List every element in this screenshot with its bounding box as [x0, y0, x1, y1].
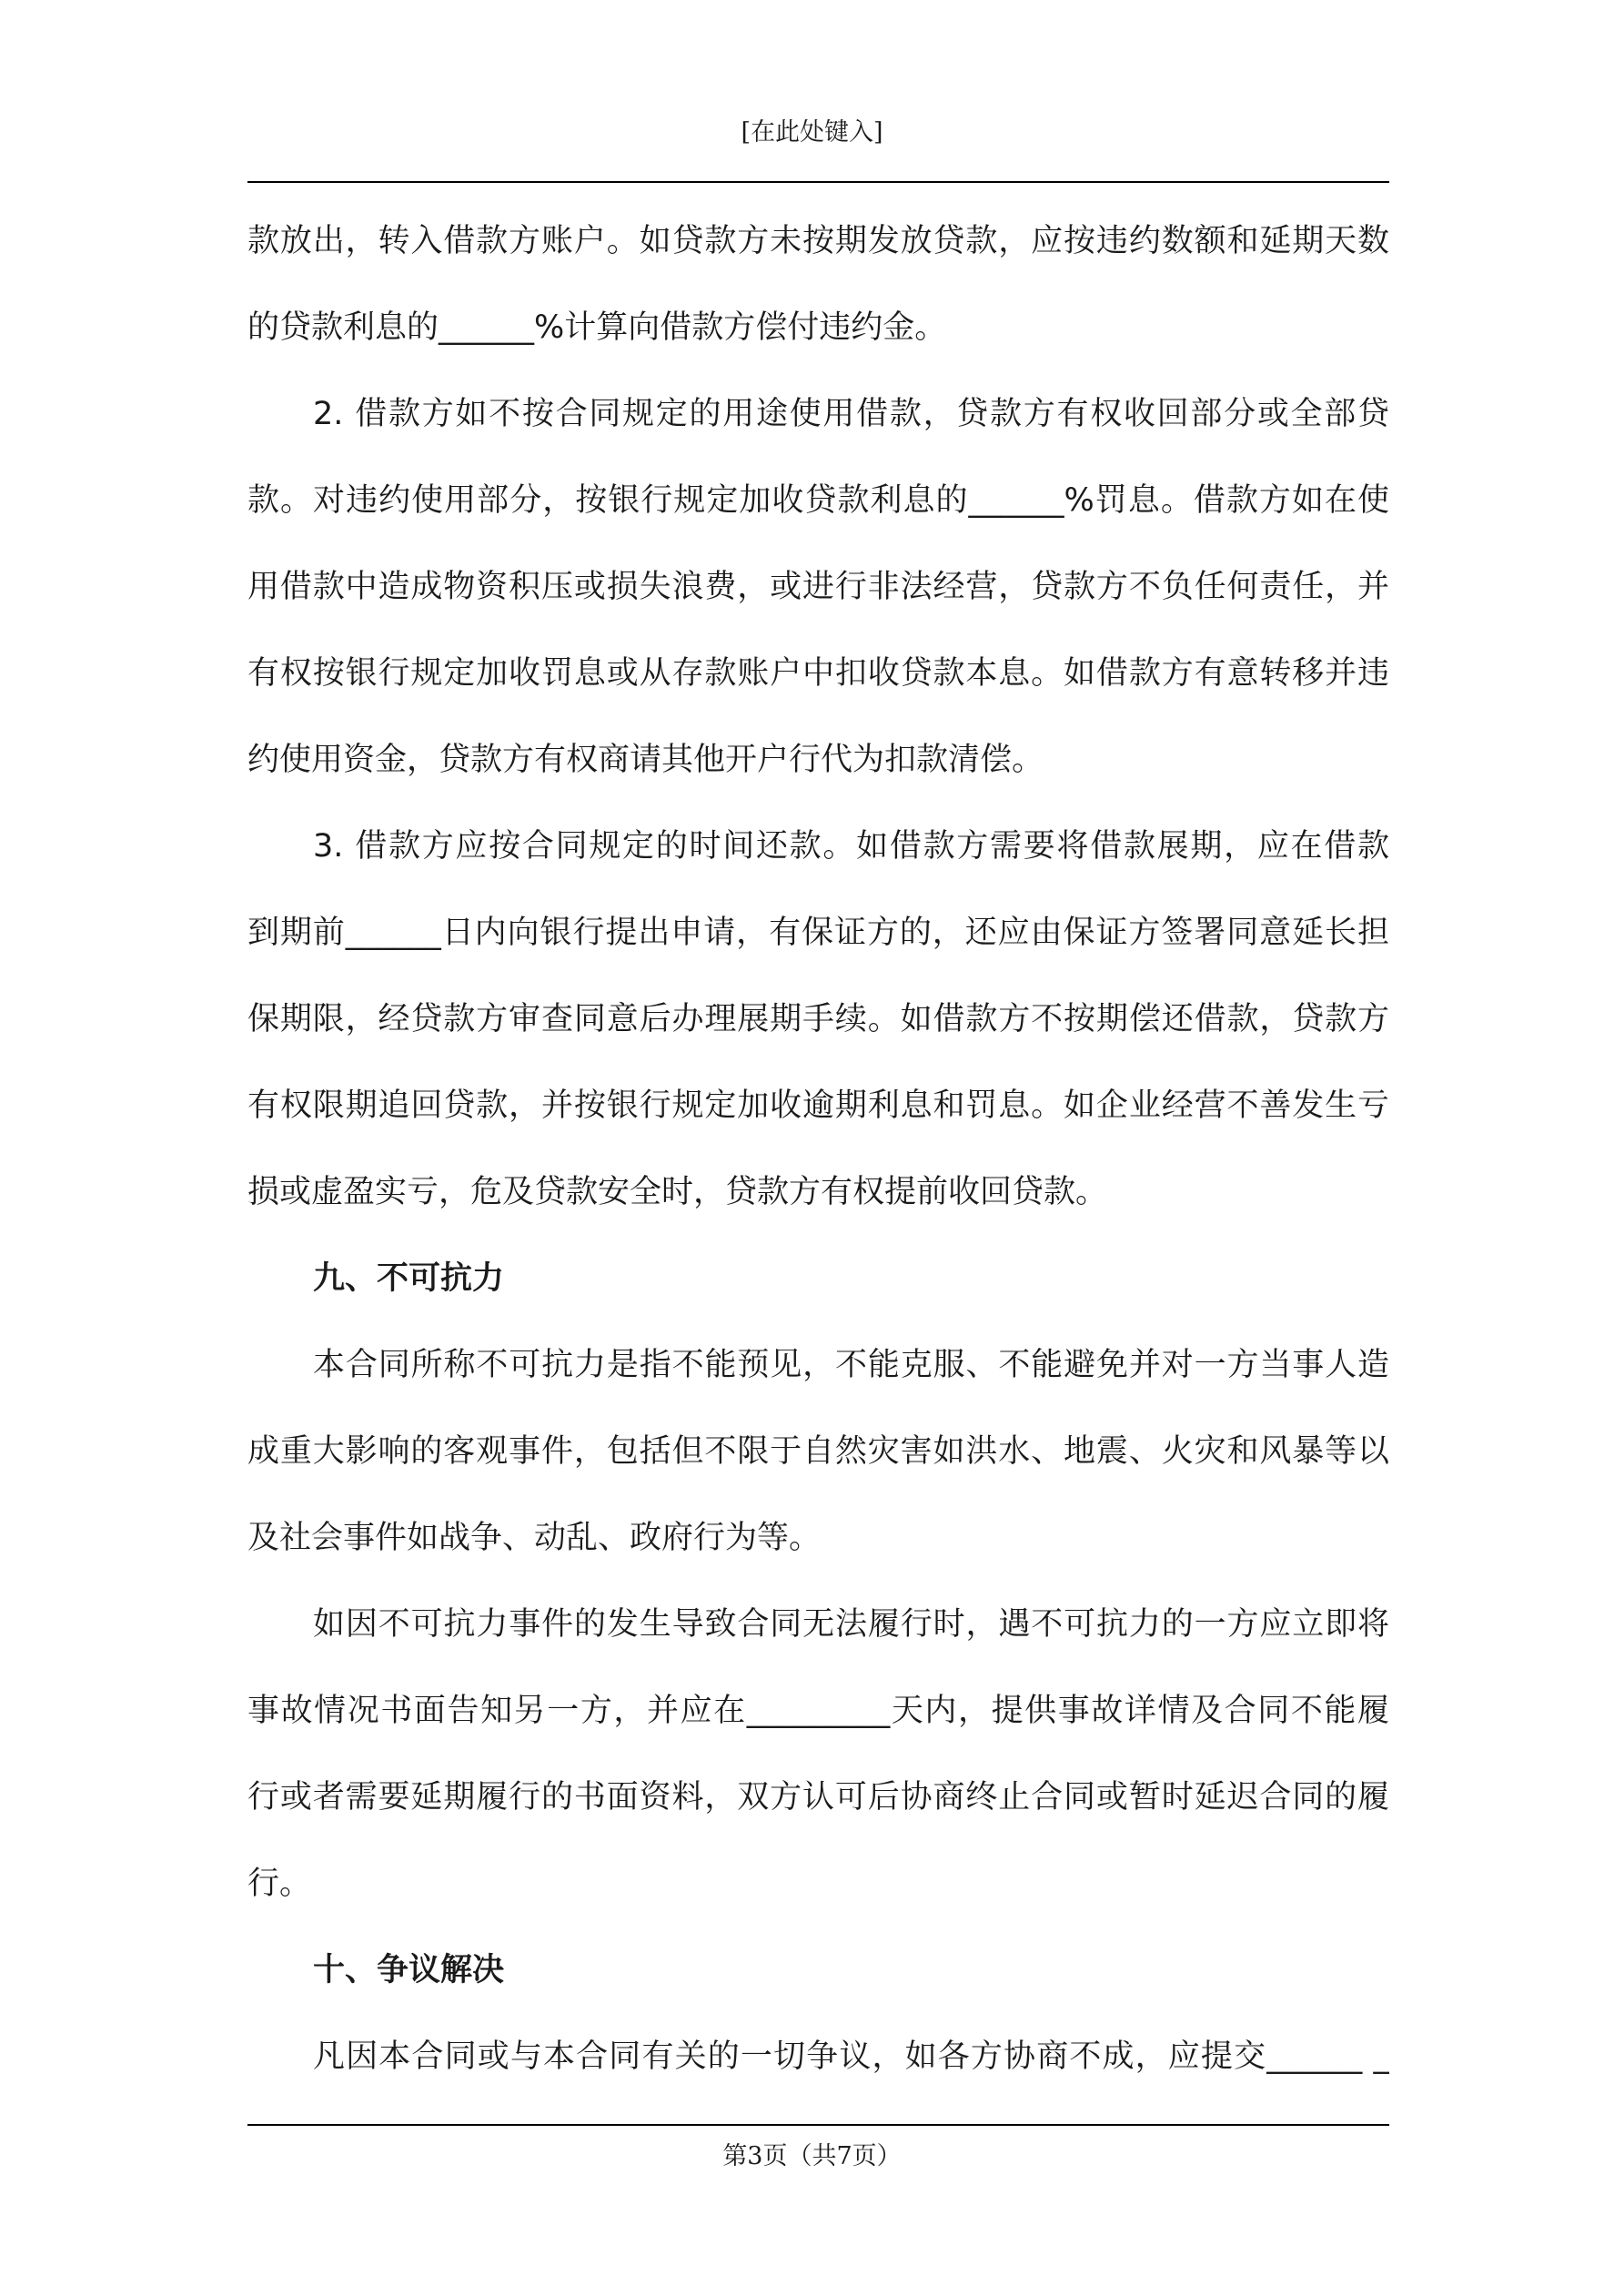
- page-footer: 第3页（共7页）: [722, 2142, 902, 2170]
- body-line: 及社会事件如战争、动乱、政府行为等。: [247, 1520, 822, 1556]
- body-line: 损或虚盈实亏，危及贷款安全时，贷款方有权提前收回贷款。: [247, 1174, 1108, 1210]
- body-line: 款放出，转入借款方账户。如贷款方未按期发放贷款，应按违约数额和延期天数: [247, 223, 1389, 259]
- section-heading: 十、争议解决: [313, 1952, 505, 1988]
- body-line: 用借款中造成物资积压或损失浪费，或进行非法经营，贷款方不负任何责任，并: [247, 569, 1389, 605]
- body-line: 凡因本合同或与本合同有关的一切争议，如各方协商不成，应提交______ _: [313, 2038, 1389, 2075]
- body-line: 事故情况书面告知另一方，并应在_________天内，提供事故详情及合同不能履: [247, 1693, 1389, 1729]
- header-divider: [247, 181, 1389, 183]
- body-line: 保期限，经贷款方审查同意后办理展期手续。如借款方不按期偿还借款，贷款方: [247, 1001, 1389, 1037]
- body-line: 款。对违约使用部分，按银行规定加收贷款利息的______%罚息。借款方如在使: [247, 482, 1389, 519]
- body-line: 的贷款利息的______%计算向借款方偿付违约金。: [247, 309, 947, 346]
- body-line: 有权限期追回贷款，并按银行规定加收逾期利息和罚息。如企业经营不善发生亏: [247, 1087, 1389, 1124]
- body-line: 3. 借款方应按合同规定的时间还款。如借款方需要将借款展期，应在借款: [313, 828, 1389, 865]
- body-line: 到期前______日内向银行提出申请，有保证方的，还应由保证方签署同意延长担: [247, 915, 1389, 951]
- body-line: 如因不可抗力事件的发生导致合同无法履行时，遇不可抗力的一方应立即将: [313, 1606, 1389, 1643]
- body-line: 2. 借款方如不按合同规定的用途使用借款，贷款方有权收回部分或全部贷: [313, 396, 1389, 432]
- body-line: 本合同所称不可抗力是指不能预见，不能克服、不能避免并对一方当事人造: [313, 1347, 1389, 1383]
- footer-divider: [247, 2124, 1389, 2126]
- body-line: 成重大影响的客观事件，包括但不限于自然灾害如洪水、地震、火灾和风暴等以: [247, 1433, 1389, 1470]
- body-line: 约使用资金，贷款方有权商请其他开户行代为扣款清偿。: [247, 742, 1044, 778]
- body-line: 行或者需要延期履行的书面资料，双方认可后协商终止合同或暂时延迟合同的履: [247, 1779, 1389, 1816]
- body-line: 有权按银行规定加收罚息或从存款账户中扣收贷款本息。如借款方有意转移并违: [247, 655, 1389, 692]
- page-header: [在此处键入]: [741, 118, 883, 147]
- section-heading: 九、不可抗力: [313, 1260, 505, 1297]
- document-body: [247, 198, 1389, 2100]
- body-line: 行。: [247, 1866, 312, 1902]
